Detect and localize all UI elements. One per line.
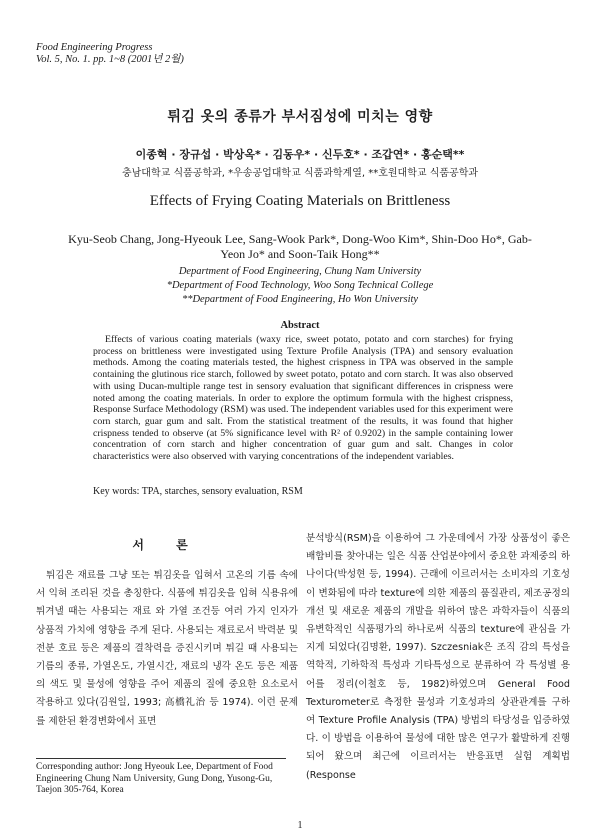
left-column [36, 536, 298, 731]
page-number: 1 [297, 820, 303, 831]
korean-title: 튀김 옷의 종류가 부서짐성에 미치는 영향 [167, 109, 433, 125]
affiliation-line: **Department of Food Engineering, Ho Won University [181, 294, 419, 305]
english-affiliations [0, 265, 600, 307]
korean-authors: 이종혁 · 장규섭 · 박상옥* · 김동우* · 신두호* · 조갑연* · 홍순택** [135, 148, 465, 161]
english-title: Effects of Frying Coating Materials on Brittleness [149, 193, 451, 209]
footnote-divider [36, 758, 286, 759]
journal-header [36, 42, 184, 66]
affiliation-line: Department of Food Engineering, Chung Nam University [178, 266, 422, 277]
abstract-body: Effects of various coating materials (waxy rice, sweet potato, potato and corn starches) for frying process on brittleness were investigated using Texture Profile Analysis (TPA) and sensory evaluation methods. Among the coating materials tested, the highest crispness in TPA was observed in the sample containing the glutinous rice starch, followed by sweet potato, potato and corn starch. It was also observed with using Ducan-multiple range test in sensory evaluation that significant differences in crispness were noted among the coating materials. In order to explore the optimum formula with the highest crispness, Response Surface Methodology (RSM) was used. The independent variables used for this experiment were corn starch, guar gum and salt. From the statistical treatment of the results, it was found that higher crispness tended to observe (at 5% significance level with R² of 0.9202) in the sample containing lower concentration of corn starch and higher concentration of guar gum and salt. Changes in color characteristics were also observed with varying concentrations of the independent variables. [93, 334, 513, 463]
introduction-right-text: 분석방식(RSM)을 이용하여 그 가운데에서 가장 상품성이 좋은 배합비를 찾아내는 일은 식품 산업분야에서 중요한 과제중의 하나이다(박성현 등, 1994). 근래에 이르러서는 소비자의 기호성이 변화됨에 따라 texture에 의한 제품의 품질관리, 제조공정의 개선 및 새로운 제품의 개발을 위하여 많은 과학자들이 식품의 유변학적인 식품평가의 하나로써 식품의 texture에 관심을 가지게 되었다(김명환, 1997). Szczesniak은 조직 감의 특성을 역학적, 기하학적 특성과 기타특성으로 분류하여 각 특성별 용어를 정리(이철호 등, 1982)하였으며 General Food Texturometer로 측정한 물성과 기호성과의 상관관계를 구하여 Texture Profile Analysis (TPA) 방법의 타당성을 입증하였다. 이 방법을 이용하여 물성에 대한 많은 연구가 활발하게 진행되어 왔으며 최근에 이르러서는 반응표면 실험 계획법(Response [306, 533, 570, 781]
abstract-heading: Abstract [280, 320, 320, 331]
english-authors: Kyu-Seob Chang, Jong-Hyeouk Lee, Sang-Wook Park*, Dong-Woo Kim*, Shin-Doo Ho*, Gab-Yeon Jo* and Soon-Taik Hong** [68, 232, 532, 261]
affiliation-line: *Department of Food Technology, Woo Song Technical College [166, 280, 434, 291]
right-column [306, 530, 570, 785]
introduction-left-text: 튀김은 재료를 그냥 또는 튀김옷을 입혀서 고온의 기름 속에서 익혀 조리된 것을 총칭한다. 식품에 튀김옷을 입혀 식용유에 튀겨낼 때는 사용되는 재료 와 가열 조건등 여러 가지 인자가 상품적 가치에 영향을 주게 된다. 사용되는 재료로서 박력분 및 전분 호료 등은 제품의 결착력을 증진시키며 튀길 때 사용되는 기름의 종류, 가열온도, 가열시간, 재료의 냉각 온도 등은 제품의 색도 및 물성에 영향을 주어 제품의 질에 중요한 요소로서 작용하고 있다(김원일, 1993; 高橋礼治 등 1974). 이런 문제를 제한된 환경변화에서 표면 [36, 570, 298, 727]
corresponding-author-footnote: Corresponding author: Jong Hyeouk Lee, Department of Food Engineering Chung Nam University, Gung Dong, Yusong-Gu, Taejon 305-764, Korea [36, 762, 273, 795]
korean-affiliations: 충남대학교 식품공학과, *우송공업대학교 식품과학계열, **호원대학교 식품공학과 [121, 168, 479, 179]
journal-volume: Vol. 5, No. 1. pp. 1~8 (2001년 2월) [36, 54, 184, 65]
journal-name: Food Engineering Progress [36, 42, 153, 53]
introduction-heading: 서 론 [132, 538, 202, 552]
keywords: Key words: TPA, starches, sensory evaluation, RSM [93, 486, 303, 497]
